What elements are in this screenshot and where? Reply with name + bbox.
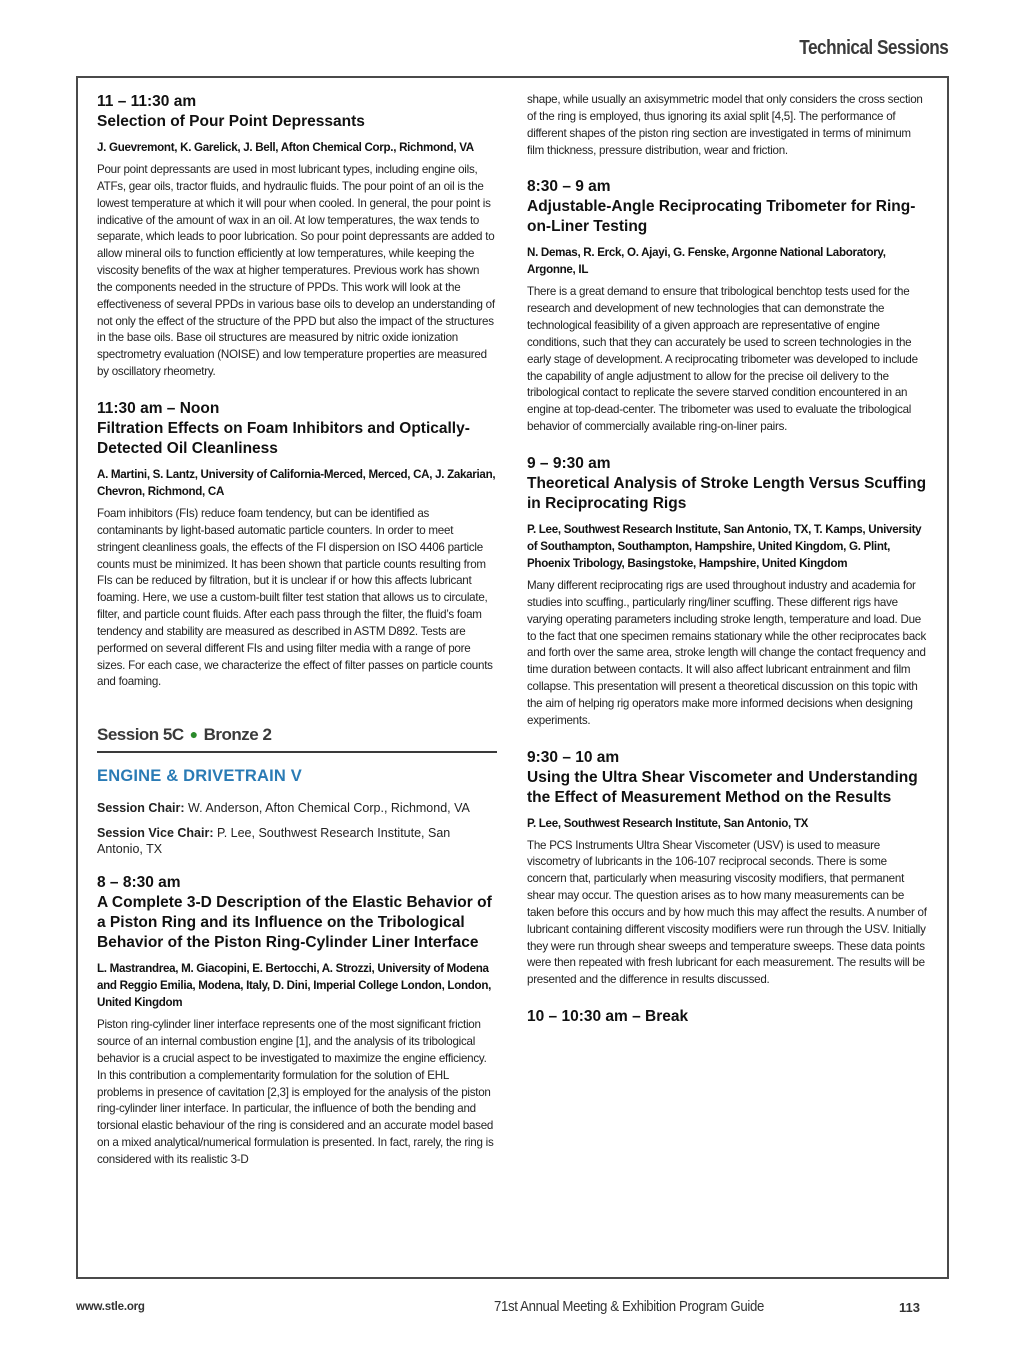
talk-authors: J. Guevremont, K. Garelick, J. Bell, Afton Chemical Corp., Richmond, VA: [97, 141, 474, 154]
session-chair: [97, 800, 497, 816]
session-chair-label: Session Chair:: [97, 801, 185, 816]
session-chair-value: W. Anderson, Afton Chemical Corp., Richmond, VA: [188, 801, 470, 816]
page-number: 113: [899, 1300, 920, 1315]
talk-authors: L. Mastrandrea, M. Giacopini, E. Bertocchi, A. Strozzi, University of Modena and Reggio Emilia, Modena, Italy, D. Dini, Imperial College London, London, United Kingdom: [97, 962, 492, 1010]
session-vice-chair-label: Session Vice Chair:: [97, 826, 214, 841]
session-vice-chair-value: P. Lee, Southwest Research Institute, San Antonio, TX: [97, 826, 451, 857]
talk-title: Using the Ultra Shear Viscometer and Understanding the Effect of Measurement Method on the Results: [527, 768, 918, 806]
session-vice-chair: [97, 825, 497, 857]
session-header: [97, 725, 497, 753]
talk-authors: N. Demas, R. Erck, O. Ajayi, G. Fenske, Argonne National Laboratory, Argonne, IL: [527, 246, 886, 277]
talk-time: 8:30 – 9 am: [527, 178, 611, 196]
talk-abstract-continued: shape, while usually an axisymmetric model that only considers the cross section of the ring is employed, thus ignoring its axial split [4,5]. The performance of different shapes of the piston ring section are investigated in terms of minimum film thickness, pressure distribution, wear and friction.: [527, 93, 923, 157]
talk-title: A Complete 3-D Description of the Elastic Behavior of a Piston Ring and its Influence on the Tribological Behavior of the Piston Ring-Cylinder Liner Interface: [97, 894, 492, 952]
session-talk: [527, 454, 929, 730]
talk-time: 9:30 – 10 am: [527, 748, 620, 766]
footer-guide-title: 71st Annual Meeting & Exhibition Program Guide: [494, 1298, 764, 1315]
talk-abstract: Pour point depressants are used in most lubricant types, including engine oils, ATFs, gear oils, tractor fluids, and hydraulic fluids. The pour point of an oil is the lowest temperature at which it will pour when cooled. In general, the pour point is indicative of the amount of wax in an oil. At low temperatures, the wax tends to separate, which leads to poor lubrication. So pour point depressants are added to allow mineral oils to function efficiently at low temperatures, while keeping the viscosity benefits of the wax at higher temperatures. Previous work has shown the components needed in the structure of PPDs. This work will look at the effectiveness of several PPDs in various base oils to develop an understanding of not only the effect of the structure of the PPD but also the impact of the structures in the base oils. Base oil structures are measured by nitric oxide ionization spectrometry evaluation (NOISE) and low temperature properties are measured by oscillatory rheometry.: [97, 163, 495, 379]
break-label: 10 – 10:30 am – Break: [527, 1008, 689, 1026]
session-talk: [527, 748, 929, 990]
page-section-title: Technical Sessions: [798, 37, 948, 59]
talk-time: 8 – 8:30 am: [97, 874, 181, 892]
right-column: [527, 92, 929, 1027]
session-name: ENGINE & DRIVETRAIN V: [97, 767, 302, 786]
session-talk: [97, 399, 497, 691]
session-talk: [97, 873, 497, 1169]
talk-title: Selection of Pour Point Depressants: [97, 113, 365, 130]
session-code: Session 5C: [97, 725, 184, 745]
talk-title: Filtration Effects on Foam Inhibitors and Optically-Detected Oil Cleanliness: [97, 419, 470, 457]
bullet-icon: ●: [189, 726, 198, 743]
talk-abstract: There is a great demand to ensure that tribological benchtop tests used for the research and development of new technologies that can demonstrate the technological feasibility of a given approach are representative of engine conditions, such that they can accurately be used to screen technologies in the early stage of development. A reciprocating tribometer was developed to include the capability of angle adjustment to allow for the precise oil delivery to the tribological contact to replicate the severe starved condition encountered in an engine at top-dead-center. The tribometer was used to evaluate the tribological behavior of commercially available ring-on-liner pairs.: [527, 285, 918, 434]
session-talk: [97, 92, 497, 381]
talk-abstract: Many different reciprocating rigs are used throughout industry and academia for studies into scuffing., particularly ring/liner scuffing. These different rigs have varying operating parameters including stroke length, temperature and load. Due to the fact that one specimen remains stationary while the other reciprocates back and forth over the same area, stroke length will change the contact frequency and time duration between contacts. It will also affect lubricant entrainment and film collapse. This presentation will present a theoretical discussion on this topic with the aim of helping rig operators make more informed decisions when designing experiments.: [527, 578, 927, 727]
talk-time: 9 – 9:30 am: [527, 454, 611, 472]
session-talk: [527, 177, 929, 436]
talk-time: 11 – 11:30 am: [97, 93, 197, 110]
session-room: Bronze 2: [203, 725, 272, 745]
talk-abstract: The PCS Instruments Ultra Shear Viscometer (USV) is used to measure viscometry of lubricants in the 106-107 reciprocal seconds. There is some concern that, particularly when measuring viscosity modifiers, that permanent shear may occur. The question arises as to how many measurements can be taken before this occurs and by how much this may affect the results. A number of lubricant containing different viscosity modifiers were run through the USV. Initially they were run through shear sweeps and temperature sweeps. These data points were then repeated with fresh lubricant for each measurement. The results will be presented and the difference in results discussed.: [527, 838, 927, 987]
talk-abstract: Foam inhibitors (FIs) reduce foam tendency, but can be identified as contaminants by light-based automatic particle counters. In order to meet stringent cleanliness goals, the effects of the FI dispersion on ISO 4406 particle counts must be minimized. It has been shown that particle counts resulting from FIs can be reduced by filtration, but it is unclear if or how this affects lubricant foaming. Here, we use a custom-built filter test station that allows us to circulate, filter, and particle count fluids. After each pass through the filter, the fluid’s foam tendency and stability are measured as described in ASTM D892. Tests are performed on several different FIs and using filter media with a range of pore sizes. For each case, we characterize the effect of filter passes on particle counts and foaming.: [97, 506, 493, 689]
talk-authors: P. Lee, Southwest Research Institute, San Antonio, TX: [527, 816, 809, 830]
talk-time: 11:30 am – Noon: [97, 399, 220, 417]
talk-title: Theoretical Analysis of Stroke Length Versus Scuffing in Reciprocating Rigs: [527, 474, 927, 512]
talk-authors: A. Martini, S. Lantz, University of California-Merced, Merced, CA, J. Zakarian, Chevron, Richmond, CA: [97, 467, 496, 498]
footer-url: www.stle.org: [76, 1301, 145, 1313]
left-column: [97, 92, 497, 1169]
talk-title: Adjustable-Angle Reciprocating Tribometer for Ring-on-Liner Testing: [527, 198, 916, 236]
talk-authors: P. Lee, Southwest Research Institute, San Antonio, TX, T. Kamps, University of Southampton, Southampton, Hampshire, United Kingdom, G. Plint, Phoenix Tribology, Basingstoke, Hampshire, United Kingdom: [527, 522, 922, 570]
talk-abstract: Piston ring-cylinder liner interface represents one of the most significant friction source of an internal combustion engine [1], and the analysis of its tribological behavior is a crucial aspect to be investigated to maximize the engine efficiency. In this contribution a complementarity formulation for the solution of EHL problems in presence of cavitation [2,3] is employed for the analysis of the piston ring-cylinder liner interface. In particular, the influence of both the bending and torsional elastic behaviour of the ring is considered and an accurate model based on a mixed analytical/numerical formulation is presented. In fact, rarely, the ring is considered with its realistic 3-D: [97, 1018, 494, 1166]
